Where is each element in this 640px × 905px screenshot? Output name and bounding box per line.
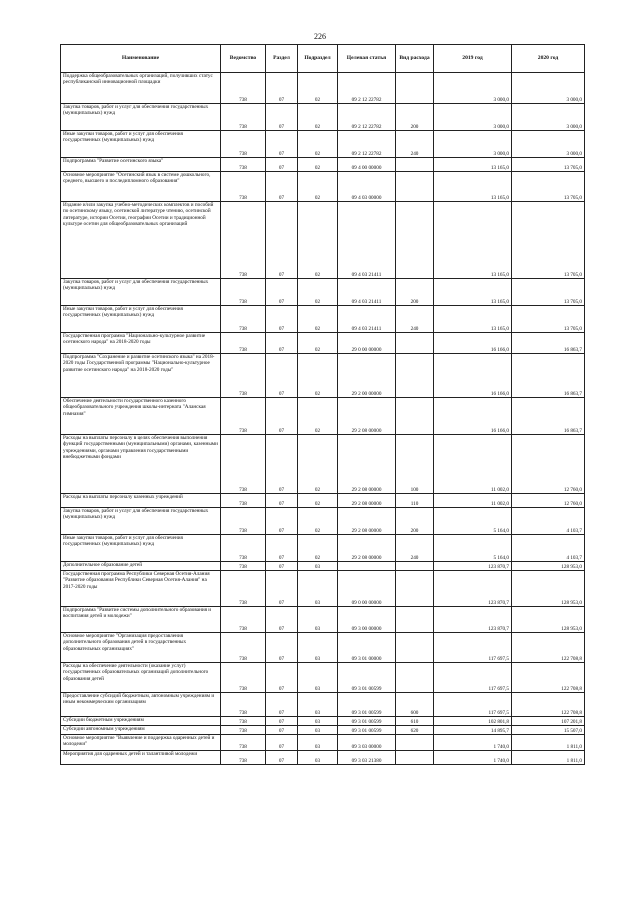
header-expense-type: Вид расхода (396, 45, 434, 73)
row-target-article: 09 3 01 00000 (338, 633, 396, 663)
table-body (61, 73, 585, 765)
row-expense-type: 240 (396, 131, 434, 158)
row-target-article: 09 3 01 00599 (338, 693, 396, 717)
table-row (61, 607, 585, 633)
table-row (61, 663, 585, 693)
row-subsection: 02 (298, 104, 338, 131)
row-expense-type: 620 (396, 726, 434, 735)
row-target-article: 09 4 00 00000 (338, 158, 396, 172)
row-expense-type (396, 398, 434, 435)
row-section: 07 (266, 735, 298, 751)
row-subsection: 03 (298, 663, 338, 693)
row-subsection: 03 (298, 735, 338, 751)
row-department: 738 (221, 693, 266, 717)
row-target-article (338, 562, 396, 571)
row-target-article: 09 3 01 00599 (338, 726, 396, 735)
row-department: 738 (221, 104, 266, 131)
row-section: 07 (266, 717, 298, 726)
row-name: Закупка товаров, работ и услуг для обеспечения государственных (муниципальных) нужд (61, 104, 221, 131)
row-name: Основное мероприятие "Организация предоставления дополнительного образования детей в государственных образовательных организациях" (61, 633, 221, 663)
row-section: 07 (266, 202, 298, 279)
row-amount-2020: 128 953,0 (512, 562, 585, 571)
row-name: Предоставление субсидий бюджетным, автономным учреждениям и иным некоммерческим организациям (61, 693, 221, 717)
row-section: 07 (266, 73, 298, 104)
row-expense-type (396, 751, 434, 765)
row-expense-type: 200 (396, 508, 434, 535)
table-row (61, 131, 585, 158)
row-amount-2019: 13 165,0 (434, 202, 512, 279)
page-number: 226 (314, 32, 326, 41)
table-row (61, 435, 585, 494)
row-name: Иные закупки товаров, работ и услуг для обеспечения государственных (муниципальных) нужд (61, 535, 221, 562)
row-amount-2020: 128 953,0 (512, 607, 585, 633)
row-amount-2019: 13 165,0 (434, 158, 512, 172)
row-target-article: 09 0 00 00000 (338, 571, 396, 607)
row-expense-type: 100 (396, 435, 434, 494)
table-row (61, 158, 585, 172)
header-subsection: Подраздел (298, 45, 338, 73)
row-name: Издание и/или закупка учебно-методических комплектов и пособий по осетинскому языку, осетинской литературе чтению, осетинской литературе, истории Осетии, географии Осетии и традиционной культуре осетин для общеобразовательных организаций (61, 202, 221, 279)
table-row (61, 398, 585, 435)
table-row (61, 571, 585, 607)
row-amount-2020: 13 705,0 (512, 172, 585, 202)
table-row (61, 717, 585, 726)
row-amount-2020: 107 201,8 (512, 717, 585, 726)
row-expense-type: 240 (396, 306, 434, 333)
row-expense-type: 200 (396, 104, 434, 131)
row-section: 07 (266, 571, 298, 607)
row-section: 07 (266, 494, 298, 508)
row-expense-type: 200 (396, 279, 434, 306)
row-section: 07 (266, 693, 298, 717)
row-amount-2020: 13 705,0 (512, 158, 585, 172)
row-target-article: 29 2 08 00000 (338, 508, 396, 535)
row-expense-type (396, 73, 434, 104)
header-department: Ведомство (221, 45, 266, 73)
row-target-article: 29 2 00 00000 (338, 354, 396, 398)
row-section: 07 (266, 354, 298, 398)
row-subsection: 02 (298, 494, 338, 508)
table-row (61, 751, 585, 765)
row-subsection: 02 (298, 306, 338, 333)
row-expense-type (396, 633, 434, 663)
row-subsection: 03 (298, 726, 338, 735)
table-row (61, 104, 585, 131)
row-amount-2019: 13 165,0 (434, 279, 512, 306)
table-row (61, 508, 585, 535)
row-expense-type (396, 571, 434, 607)
row-name: Иные закупки товаров, работ и услуг для обеспечения государственных (муниципальных) нужд (61, 306, 221, 333)
row-expense-type: 110 (396, 494, 434, 508)
row-subsection: 03 (298, 717, 338, 726)
row-department: 738 (221, 508, 266, 535)
table-row (61, 354, 585, 398)
table-row (61, 333, 585, 354)
row-target-article: 09 2 12 22782 (338, 104, 396, 131)
row-department: 738 (221, 607, 266, 633)
row-name: Мероприятия для одаренных детей и талантливой молодежи (61, 751, 221, 765)
row-target-article: 09 3 01 00599 (338, 663, 396, 693)
row-subsection: 03 (298, 571, 338, 607)
row-subsection: 03 (298, 693, 338, 717)
row-subsection: 02 (298, 172, 338, 202)
row-department: 738 (221, 494, 266, 508)
row-section: 07 (266, 508, 298, 535)
row-amount-2019: 3 000,0 (434, 131, 512, 158)
row-department: 738 (221, 633, 266, 663)
row-amount-2020: 122 708,8 (512, 663, 585, 693)
row-target-article: 29 2 08 00000 (338, 398, 396, 435)
row-amount-2019: 13 165,0 (434, 172, 512, 202)
row-amount-2020: 4 103,7 (512, 508, 585, 535)
table-row (61, 633, 585, 663)
row-expense-type (396, 607, 434, 633)
row-section: 07 (266, 279, 298, 306)
row-subsection: 02 (298, 435, 338, 494)
row-department: 738 (221, 726, 266, 735)
row-amount-2020: 4 103,7 (512, 535, 585, 562)
table-row (61, 535, 585, 562)
row-amount-2020: 122 708,8 (512, 633, 585, 663)
row-target-article: 09 4 03 21411 (338, 306, 396, 333)
row-target-article: 29 0 00 00000 (338, 333, 396, 354)
row-amount-2020: 16 863,7 (512, 333, 585, 354)
row-amount-2019: 13 165,0 (434, 306, 512, 333)
row-amount-2019: 123 870,7 (434, 562, 512, 571)
row-expense-type (396, 172, 434, 202)
row-department: 738 (221, 751, 266, 765)
row-amount-2020: 128 953,0 (512, 571, 585, 607)
row-target-article: 09 3 03 21380 (338, 751, 396, 765)
row-expense-type (396, 202, 434, 279)
row-amount-2019: 5 164,0 (434, 535, 512, 562)
row-subsection: 02 (298, 398, 338, 435)
row-department: 738 (221, 535, 266, 562)
row-section: 07 (266, 333, 298, 354)
row-department: 738 (221, 306, 266, 333)
row-name: Государственная программа "Национально-культурное развитие осетинского народа" на 2018-2020 годы (61, 333, 221, 354)
row-expense-type: 610 (396, 717, 434, 726)
table-row (61, 562, 585, 571)
row-amount-2020: 13 705,0 (512, 306, 585, 333)
row-department: 738 (221, 172, 266, 202)
budget-table (60, 44, 585, 765)
row-name: Расходы на выплаты персоналу в целях обеспечения выполнения функций государственными (муниципальными) органами, казенными учреждениями, органами управления государственными внебюджетными фондами (61, 435, 221, 494)
row-target-article: 29 2 08 00000 (338, 535, 396, 562)
table-row (61, 726, 585, 735)
row-target-article: 09 4 03 21411 (338, 202, 396, 279)
table-row (61, 279, 585, 306)
row-department: 738 (221, 663, 266, 693)
row-name: Основное мероприятие "Осетинский язык в системе дошкольного, среднего, высшего и последипломного образования" (61, 172, 221, 202)
row-expense-type (396, 663, 434, 693)
row-amount-2019: 1 740,0 (434, 751, 512, 765)
row-department: 738 (221, 435, 266, 494)
row-expense-type: 240 (396, 535, 434, 562)
row-amount-2020: 13 705,0 (512, 202, 585, 279)
row-amount-2019: 11 002,0 (434, 435, 512, 494)
row-amount-2019: 117 697,5 (434, 633, 512, 663)
row-amount-2020: 15 507,0 (512, 726, 585, 735)
row-name: Поддержка общеобразовательных организаций, получивших статус республиканской инновационной площадки (61, 73, 221, 104)
row-amount-2020: 1 811,0 (512, 735, 585, 751)
row-target-article: 09 2 12 22782 (338, 131, 396, 158)
row-expense-type: 600 (396, 693, 434, 717)
row-subsection: 02 (298, 73, 338, 104)
row-section: 07 (266, 306, 298, 333)
row-section: 07 (266, 172, 298, 202)
row-section: 07 (266, 751, 298, 765)
row-amount-2020: 1 811,0 (512, 751, 585, 765)
row-section: 07 (266, 726, 298, 735)
header-target-article: Целевая статья (338, 45, 396, 73)
row-section: 07 (266, 131, 298, 158)
row-subsection: 03 (298, 633, 338, 663)
row-department: 738 (221, 131, 266, 158)
row-department: 738 (221, 735, 266, 751)
row-subsection: 02 (298, 279, 338, 306)
row-department: 738 (221, 398, 266, 435)
row-amount-2019: 16 166,0 (434, 398, 512, 435)
row-target-article: 29 2 08 00000 (338, 435, 396, 494)
table-row (61, 73, 585, 104)
row-name: Государственная программа Республики Северная Осетия-Алания "Развитие образования Республики Северная Осетия-Алания" на 2017-2020 годы (61, 571, 221, 607)
table-row (61, 693, 585, 717)
row-section: 07 (266, 104, 298, 131)
header-year-2020: 2020 год (512, 45, 585, 73)
row-amount-2019: 3 000,0 (434, 104, 512, 131)
row-section: 07 (266, 663, 298, 693)
row-name: Субсидии автономным учреждениям (61, 726, 221, 735)
row-department: 738 (221, 279, 266, 306)
row-department: 738 (221, 571, 266, 607)
row-department: 738 (221, 717, 266, 726)
table-row (61, 306, 585, 333)
row-amount-2020: 12 760,0 (512, 494, 585, 508)
row-amount-2019: 11 002,0 (434, 494, 512, 508)
row-expense-type (396, 354, 434, 398)
row-name: Расходы на обеспечение деятельности (оказание услуг) государственных образовательных организаций дополнительного образования детей (61, 663, 221, 693)
row-amount-2020: 122 708,8 (512, 693, 585, 717)
row-name: Иные закупки товаров, работ и услуг для обеспечения государственных (муниципальных) нужд (61, 131, 221, 158)
row-name: Подпрограмма "Сохранение и развитие осетинского языка" на 2018-2020 годы Государственной программы "Национально-культурное развитие осетинского народа" на 2018-2020 годы" (61, 354, 221, 398)
table-row (61, 172, 585, 202)
row-name: Закупка товаров, работ и услуг для обеспечения государственных (муниципальных) нужд (61, 279, 221, 306)
row-name: Субсидии бюджетным учреждениям (61, 717, 221, 726)
row-section: 07 (266, 535, 298, 562)
header-year-2019: 2019 год (434, 45, 512, 73)
row-amount-2020: 3 000,0 (512, 131, 585, 158)
row-target-article: 09 3 00 00000 (338, 607, 396, 633)
row-expense-type (396, 562, 434, 571)
row-target-article: 09 4 03 00000 (338, 172, 396, 202)
row-subsection: 03 (298, 607, 338, 633)
table-row (61, 735, 585, 751)
row-target-article: 09 4 03 21411 (338, 279, 396, 306)
row-amount-2019: 16 166,0 (434, 333, 512, 354)
row-department: 738 (221, 158, 266, 172)
row-section: 07 (266, 158, 298, 172)
row-subsection: 02 (298, 535, 338, 562)
row-amount-2019: 102 801,8 (434, 717, 512, 726)
row-name: Расходы на выплаты персоналу казенных учреждений (61, 494, 221, 508)
row-department: 738 (221, 202, 266, 279)
row-department: 738 (221, 73, 266, 104)
row-section: 07 (266, 562, 298, 571)
row-target-article: 09 2 12 22782 (338, 73, 396, 104)
row-subsection: 03 (298, 562, 338, 571)
row-amount-2019: 123 870,7 (434, 607, 512, 633)
table-header-row (61, 45, 585, 73)
row-amount-2020: 16 863,7 (512, 354, 585, 398)
row-section: 07 (266, 607, 298, 633)
row-amount-2020: 13 705,0 (512, 279, 585, 306)
row-expense-type (396, 735, 434, 751)
row-amount-2019: 117 697,5 (434, 693, 512, 717)
row-subsection: 02 (298, 158, 338, 172)
row-name: Закупка товаров, работ и услуг для обеспечения государственных (муниципальных) нужд (61, 508, 221, 535)
row-amount-2020: 3 000,0 (512, 104, 585, 131)
row-amount-2019: 16 166,0 (434, 354, 512, 398)
row-amount-2019: 14 895,7 (434, 726, 512, 735)
row-amount-2019: 117 697,5 (434, 663, 512, 693)
header-section: Раздел (266, 45, 298, 73)
row-amount-2019: 3 000,0 (434, 73, 512, 104)
row-amount-2019: 123 870,7 (434, 571, 512, 607)
row-department: 738 (221, 333, 266, 354)
row-name: Подпрограмма "Развитие осетинского языка" (61, 158, 221, 172)
row-subsection: 02 (298, 508, 338, 535)
row-subsection: 02 (298, 131, 338, 158)
row-name: Подпрограмма "Развитие системы дополнительного образования и воспитания детей и молодежи" (61, 607, 221, 633)
row-subsection: 03 (298, 751, 338, 765)
row-section: 07 (266, 633, 298, 663)
row-amount-2019: 5 164,0 (434, 508, 512, 535)
header-name: Наименование (61, 45, 221, 73)
row-name: Основное мероприятие "Выявление и поддержка одаренных детей и молодежи" (61, 735, 221, 751)
row-name: Обеспечение деятельности государственного казенного общеобразовательного учреждения школы-интерната "Аланская гимназия" (61, 398, 221, 435)
row-department: 738 (221, 562, 266, 571)
row-section: 07 (266, 435, 298, 494)
row-department: 738 (221, 354, 266, 398)
row-subsection: 02 (298, 354, 338, 398)
table-row (61, 202, 585, 279)
row-target-article: 09 3 03 00000 (338, 735, 396, 751)
row-expense-type (396, 158, 434, 172)
row-subsection: 02 (298, 202, 338, 279)
table-row (61, 494, 585, 508)
row-amount-2020: 16 863,7 (512, 398, 585, 435)
row-section: 07 (266, 398, 298, 435)
row-target-article: 09 3 01 00599 (338, 717, 396, 726)
row-target-article: 29 2 08 00000 (338, 494, 396, 508)
row-amount-2019: 1 740,0 (434, 735, 512, 751)
row-amount-2020: 3 000,0 (512, 73, 585, 104)
row-subsection: 02 (298, 333, 338, 354)
row-expense-type (396, 333, 434, 354)
row-name: Дополнительное образование детей (61, 562, 221, 571)
row-amount-2020: 12 760,0 (512, 435, 585, 494)
